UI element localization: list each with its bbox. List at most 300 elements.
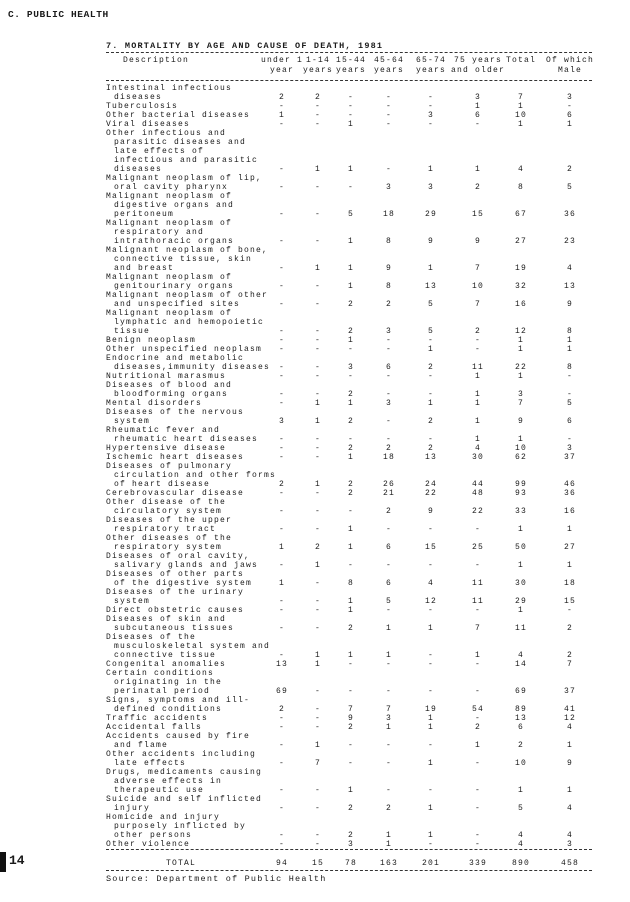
total-value: 94 (275, 859, 289, 868)
table-row (106, 381, 592, 399)
row-label: Other bacterial diseases (106, 111, 251, 120)
header-of-which-male (546, 56, 594, 76)
table-row (106, 732, 592, 750)
row-label: rheumatic heart diseases (114, 435, 259, 444)
row-label: Malignant neoplasm of (106, 273, 233, 282)
cell-value: 9 (427, 507, 435, 516)
row-label: Mental disorders (106, 399, 203, 408)
total-value: 890 (511, 859, 531, 868)
cell-value: - (314, 183, 322, 192)
cell-value: 1 (314, 660, 322, 669)
table-row (106, 345, 592, 354)
cell-value: - (385, 93, 393, 102)
cell-value: 13 (424, 453, 438, 462)
cell-value: 1 (314, 399, 322, 408)
cell-value: - (278, 399, 286, 408)
table-row (106, 120, 592, 129)
cell-value: 2 (347, 300, 355, 309)
divider (106, 870, 592, 871)
cell-value: 2 (347, 444, 355, 453)
cell-value: 69 (514, 687, 528, 696)
cell-value: - (385, 345, 393, 354)
header-65-74 (416, 56, 446, 76)
cell-value: - (278, 606, 286, 615)
cell-value: 16 (514, 300, 528, 309)
row-label: Traffic accidents (106, 714, 209, 723)
cell-value: 3 (385, 183, 393, 192)
cell-value: 67 (514, 210, 528, 219)
cell-value: 4 (566, 831, 574, 840)
row-label: Diseases of the upper (106, 516, 233, 525)
cell-value: - (278, 723, 286, 732)
cell-value: 7 (517, 93, 525, 102)
cell-value: 7 (566, 660, 574, 669)
total-value: 78 (344, 859, 358, 868)
table-row (106, 192, 592, 219)
cell-value: 5 (347, 210, 355, 219)
cell-value: 2 (347, 480, 355, 489)
cell-value: 5 (517, 804, 525, 813)
cell-value: 23 (563, 237, 577, 246)
cell-value: - (278, 210, 286, 219)
cell-value: 1 (314, 165, 322, 174)
cell-value: 3 (385, 399, 393, 408)
cell-value: - (385, 786, 393, 795)
cell-value: 22 (471, 507, 485, 516)
cell-value: 1 (517, 120, 525, 129)
row-label: intrathoracic organs (114, 237, 235, 246)
cell-value: 1 (347, 336, 355, 345)
cell-value: - (385, 120, 393, 129)
cell-value: - (385, 336, 393, 345)
cell-value: 2 (427, 363, 435, 372)
cell-value: 2 (347, 624, 355, 633)
cell-value: 22 (514, 363, 528, 372)
cell-value: 1 (474, 372, 482, 381)
row-label: Endocrine and metabolic (106, 354, 245, 363)
cell-value: 27 (563, 543, 577, 552)
cell-value: 3 (385, 714, 393, 723)
table-row (106, 606, 592, 615)
cell-value: 9 (566, 300, 574, 309)
table-row (106, 615, 592, 633)
total-label: TOTAL (166, 859, 197, 868)
cell-value: 1 (347, 651, 355, 660)
header-line: 15-44 (335, 56, 367, 65)
cell-value: 2 (314, 93, 322, 102)
cell-value: - (385, 435, 393, 444)
table-row (106, 570, 592, 588)
row-label: Accidental falls (106, 723, 203, 732)
cell-value: - (385, 102, 393, 111)
cell-value: 22 (424, 489, 438, 498)
table-row (106, 336, 592, 345)
cell-value: - (314, 282, 322, 291)
header-line: and older (450, 66, 506, 75)
cell-value: - (385, 606, 393, 615)
total-value: 339 (468, 859, 488, 868)
cell-value: 1 (385, 624, 393, 633)
row-label: tissue (114, 327, 151, 336)
table-row (106, 399, 592, 408)
cell-value: 10 (514, 444, 528, 453)
cell-value: - (314, 453, 322, 462)
cell-value: - (278, 840, 286, 849)
cell-value: 3 (427, 183, 435, 192)
table-body (106, 84, 592, 849)
cell-value: 2 (347, 390, 355, 399)
header-15-44 (336, 56, 366, 76)
cell-value: - (385, 165, 393, 174)
cell-value: - (314, 831, 322, 840)
cell-value: 2 (347, 831, 355, 840)
row-label: subcutaneous tissues (114, 624, 235, 633)
cell-value: - (347, 435, 355, 444)
header-line: 1-14 (305, 56, 331, 65)
cell-value: - (347, 687, 355, 696)
cell-value: 1 (427, 165, 435, 174)
cell-value: - (427, 102, 435, 111)
row-label: diseases (114, 165, 163, 174)
cell-value: - (314, 111, 322, 120)
cell-value: 1 (347, 237, 355, 246)
total-value: 201 (421, 859, 441, 868)
cell-value: 30 (514, 579, 528, 588)
cell-value: 2 (347, 723, 355, 732)
cell-value: - (347, 759, 355, 768)
cell-value: - (278, 237, 286, 246)
cell-value: 13 (514, 714, 528, 723)
cell-value: 1 (347, 453, 355, 462)
row-label: late effects of (114, 147, 205, 156)
row-label: connective tissue, skin (114, 255, 253, 264)
cell-value: 1 (427, 759, 435, 768)
cell-value: 1 (385, 831, 393, 840)
row-label: Rheumatic fever and (106, 426, 221, 435)
cell-value: - (278, 165, 286, 174)
cell-value: - (427, 336, 435, 345)
cell-value: 41 (563, 705, 577, 714)
row-label: diseases (114, 93, 163, 102)
header-line: year (269, 66, 295, 75)
cell-value: - (278, 435, 286, 444)
cell-value: 1 (385, 723, 393, 732)
table-row (106, 219, 592, 246)
cell-value: 10 (471, 282, 485, 291)
cell-value: - (314, 507, 322, 516)
row-label: Malignant neoplasm of other (106, 291, 269, 300)
cell-value: - (314, 804, 322, 813)
table-row (106, 813, 592, 840)
table-row (106, 516, 592, 534)
source-note: Source: Department of Public Health (106, 874, 327, 884)
row-label: Direct obstetric causes (106, 606, 245, 615)
mortality-table (106, 40, 595, 884)
cell-value: 1 (566, 561, 574, 570)
header-line: years (302, 66, 334, 75)
cell-value: 4 (517, 840, 525, 849)
cell-value: - (314, 102, 322, 111)
cell-value: - (278, 345, 286, 354)
cell-value: 12 (563, 714, 577, 723)
row-label: Other disease of the (106, 498, 227, 507)
row-label: Benign neoplasm (106, 336, 197, 345)
cell-value: 8 (385, 237, 393, 246)
header-under1 (261, 56, 303, 76)
cell-value: 19 (514, 264, 528, 273)
cell-value: - (385, 525, 393, 534)
cell-value: 2 (474, 723, 482, 732)
cell-value: 1 (474, 435, 482, 444)
table-row (106, 273, 592, 291)
cell-value: 9 (474, 237, 482, 246)
row-label: connective tissue (114, 651, 217, 660)
row-label: purposely inflicted by (114, 822, 247, 831)
cell-value: 1 (566, 525, 574, 534)
table-row (106, 840, 592, 849)
header-line: Of which (545, 56, 595, 65)
cell-value: - (314, 705, 322, 714)
header-line: Description (122, 56, 190, 65)
cell-value: 1 (517, 606, 525, 615)
cell-value: 1 (385, 651, 393, 660)
cell-value: 3 (347, 840, 355, 849)
cell-value: 1 (427, 624, 435, 633)
row-label: originating in the (114, 678, 223, 687)
cell-value: 3 (347, 363, 355, 372)
cell-value: 1 (474, 102, 482, 111)
cell-value: - (314, 489, 322, 498)
cell-value: - (427, 741, 435, 750)
cell-value: 12 (424, 597, 438, 606)
cell-value: - (314, 786, 322, 795)
cell-value: - (385, 561, 393, 570)
cell-value: - (278, 759, 286, 768)
cell-value: 21 (382, 489, 396, 498)
row-label: Homicide and injury (106, 813, 221, 822)
cell-value: 1 (566, 345, 574, 354)
cell-value: - (385, 372, 393, 381)
cell-value: - (278, 282, 286, 291)
row-label: Malignant neoplasm of (106, 192, 233, 201)
cell-value: 62 (514, 453, 528, 462)
cell-value: - (385, 417, 393, 426)
row-label: peritoneum (114, 210, 175, 219)
cell-value: - (278, 336, 286, 345)
table-title: 7. MORTALITY BY AGE AND CAUSE OF DEATH, 1981 (106, 41, 384, 51)
cell-value: - (427, 372, 435, 381)
cell-value: 1 (474, 399, 482, 408)
cell-value: 2 (566, 165, 574, 174)
cell-value: - (314, 606, 322, 615)
cell-value: 2 (427, 444, 435, 453)
header-line: 65-74 (415, 56, 447, 65)
cell-value: - (314, 120, 322, 129)
header-line: Total (505, 56, 537, 65)
cell-value: - (385, 759, 393, 768)
cell-value: - (278, 300, 286, 309)
row-label: Diseases of the nervous (106, 408, 245, 417)
total-value: 163 (379, 859, 399, 868)
cell-value: 4 (517, 831, 525, 840)
cell-value: - (278, 507, 286, 516)
cell-value: - (427, 606, 435, 615)
cell-value: 4 (517, 651, 525, 660)
cell-value: - (474, 840, 482, 849)
cell-value: 1 (427, 714, 435, 723)
cell-value: - (278, 804, 286, 813)
cell-value: 29 (424, 210, 438, 219)
cell-value: 1 (314, 561, 322, 570)
cell-value: 2 (385, 444, 393, 453)
table-row (106, 426, 592, 444)
cell-value: 1 (347, 597, 355, 606)
cell-value: 93 (514, 489, 528, 498)
cell-value: - (314, 624, 322, 633)
cell-value: 1 (517, 372, 525, 381)
cell-value: 5 (385, 597, 393, 606)
cell-value: - (278, 102, 286, 111)
cell-value: - (566, 390, 574, 399)
cell-value: 1 (517, 435, 525, 444)
row-label: Diseases of oral cavity, (106, 552, 251, 561)
cell-value: 36 (563, 489, 577, 498)
cell-value: 11 (514, 624, 528, 633)
cell-value: 2 (517, 741, 525, 750)
cell-value: - (474, 759, 482, 768)
cell-value: - (566, 606, 574, 615)
cell-value: 6 (517, 723, 525, 732)
row-label: defined conditions (114, 705, 223, 714)
cell-value: 14 (514, 660, 528, 669)
cell-value: 1 (427, 723, 435, 732)
row-label: Diseases of the urinary (106, 588, 245, 597)
cell-value: 25 (471, 543, 485, 552)
cell-value: 1 (278, 579, 286, 588)
row-label: oral cavity pharynx (114, 183, 229, 192)
table-row (106, 696, 592, 714)
cell-value: - (385, 741, 393, 750)
cell-value: - (427, 525, 435, 534)
table-row (106, 309, 592, 336)
cell-value: 99 (514, 480, 528, 489)
row-label: Certain conditions (106, 669, 215, 678)
cell-value: 2 (566, 624, 574, 633)
cell-value: - (347, 741, 355, 750)
cell-value: 13 (563, 282, 577, 291)
total-row (106, 856, 592, 870)
cell-value: 24 (424, 480, 438, 489)
row-label: respiratory system (114, 543, 223, 552)
cell-value: 1 (314, 651, 322, 660)
cell-value: - (278, 714, 286, 723)
cell-value: 4 (566, 723, 574, 732)
row-label: and unspecified sites (114, 300, 241, 309)
cell-value: - (278, 120, 286, 129)
row-label: late effects (114, 759, 187, 768)
row-label: respiratory tract (114, 525, 217, 534)
row-label: Intestinal infectious (106, 84, 233, 93)
cell-value: 2 (278, 93, 286, 102)
cell-value: 1 (314, 417, 322, 426)
table-row (106, 453, 592, 462)
row-label: and flame (114, 741, 169, 750)
cell-value: 1 (474, 741, 482, 750)
cell-value: - (566, 102, 574, 111)
cell-value: - (474, 120, 482, 129)
row-label: Drugs, medicaments causing (106, 768, 263, 777)
cell-value: 27 (514, 237, 528, 246)
header-line: 75 years (453, 56, 503, 65)
cell-value: 4 (474, 444, 482, 453)
cell-value: 9 (347, 714, 355, 723)
cell-value: - (385, 687, 393, 696)
cell-value: - (278, 525, 286, 534)
total-value: 458 (560, 859, 580, 868)
cell-value: 6 (385, 579, 393, 588)
cell-value: - (474, 606, 482, 615)
cell-value: - (474, 336, 482, 345)
cell-value: - (314, 210, 322, 219)
table-row (106, 291, 592, 309)
row-label: Accidents caused by fire (106, 732, 251, 741)
cell-value: 1 (474, 651, 482, 660)
cell-value: 1 (517, 336, 525, 345)
cell-value: 1 (566, 741, 574, 750)
cell-value: 1 (566, 786, 574, 795)
cell-value: - (314, 390, 322, 399)
cell-value: 18 (382, 453, 396, 462)
cell-value: 44 (471, 480, 485, 489)
cell-value: 1 (314, 480, 322, 489)
cell-value: 2 (347, 327, 355, 336)
cell-value: 3 (566, 93, 574, 102)
table-row (106, 462, 592, 489)
table-row (106, 660, 592, 669)
cell-value: 1 (517, 786, 525, 795)
cell-value: 3 (517, 390, 525, 399)
cell-value: 3 (427, 111, 435, 120)
cell-value: - (566, 435, 574, 444)
cell-value: - (347, 93, 355, 102)
cell-value: - (566, 372, 574, 381)
cell-value: 2 (347, 417, 355, 426)
cell-value: - (314, 714, 322, 723)
table-row (106, 723, 592, 732)
cell-value: 5 (427, 327, 435, 336)
cell-value: - (278, 390, 286, 399)
row-label: salivary glands and jaws (114, 561, 259, 570)
cell-value: - (314, 363, 322, 372)
row-label: Diseases of pulmonary (106, 462, 233, 471)
cell-value: - (278, 489, 286, 498)
cell-value: - (427, 561, 435, 570)
cell-value: 2 (314, 543, 322, 552)
cell-value: 3 (566, 840, 574, 849)
header-line: years (373, 66, 405, 75)
row-label: parasitic diseases and (114, 138, 247, 147)
cell-value: 7 (314, 759, 322, 768)
cell-value: 1 (427, 831, 435, 840)
cell-value: 10 (514, 759, 528, 768)
cell-value: 2 (474, 327, 482, 336)
cell-value: - (278, 651, 286, 660)
cell-value: 2 (566, 651, 574, 660)
cell-value: - (278, 264, 286, 273)
cell-value: - (278, 561, 286, 570)
cell-value: 50 (514, 543, 528, 552)
table-row (106, 768, 592, 795)
